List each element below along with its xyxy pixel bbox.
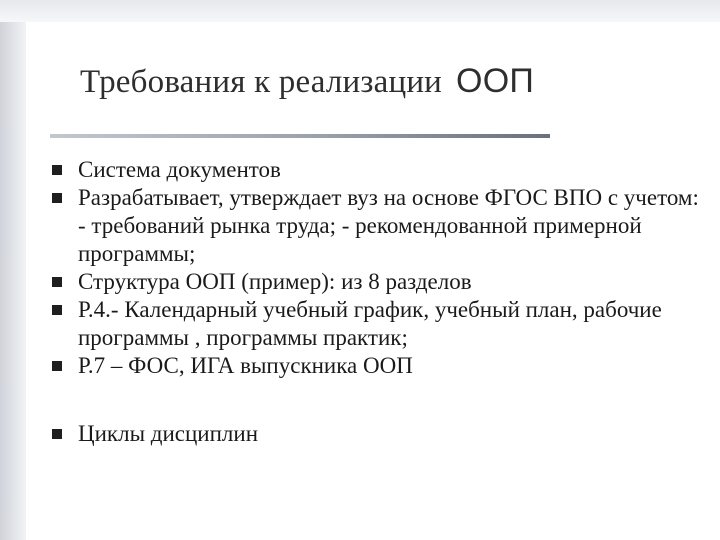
bullet-list xyxy=(46,156,706,448)
list-item-text: Структура ООП (пример): из 8 разделов xyxy=(78,269,472,294)
square-bullet-icon xyxy=(52,277,62,287)
list-item-text: Система документов xyxy=(78,157,281,182)
title-divider xyxy=(50,134,550,138)
list-item xyxy=(46,352,706,380)
list-item xyxy=(46,420,706,448)
square-bullet-icon xyxy=(52,165,62,175)
square-bullet-icon xyxy=(52,193,62,203)
list-item-text: Р.4.- Календарный учебный график, учебный план, рабочие программы , программы практик; xyxy=(78,297,662,350)
list-item-text: Разрабатывает, утверждает вуз на основе ФГОС ВПО с учетом: - требований рынка труда; - рекомендованной примерной программы; xyxy=(78,185,699,266)
list-item xyxy=(46,296,706,352)
list-item-text: Циклы дисциплин xyxy=(78,421,259,446)
square-bullet-icon xyxy=(52,361,62,371)
square-bullet-icon xyxy=(52,305,62,315)
slide-title xyxy=(80,62,534,101)
list-item-text: Р.7 – ФОС, ИГА выпускника ООП xyxy=(78,353,413,378)
top-decorative-band xyxy=(0,0,720,22)
square-bullet-icon xyxy=(52,429,62,439)
slide-title-abbr: ООП xyxy=(456,62,534,100)
left-decorative-band xyxy=(0,0,26,540)
list-item xyxy=(46,268,706,296)
list-item xyxy=(46,184,706,268)
slide-title-text: Требования к реализации xyxy=(80,64,443,100)
list-item xyxy=(46,156,706,184)
